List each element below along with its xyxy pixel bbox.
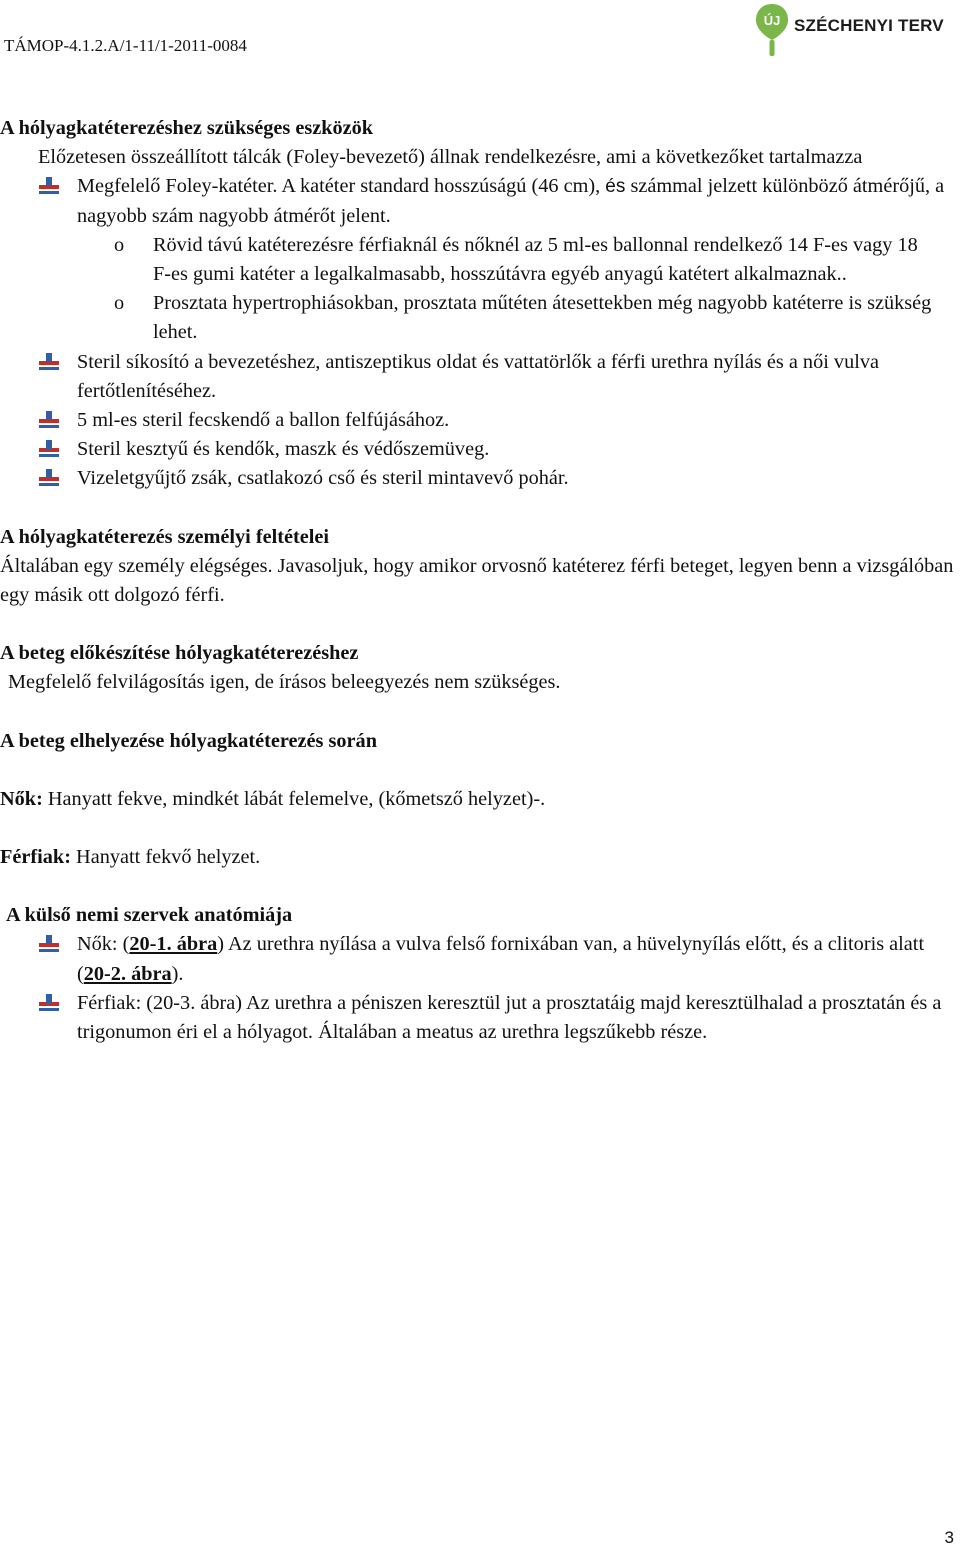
women-position-text: Hanyatt fekve, mindkét lábát felemelve, (kőmetsző helyzet)-. <box>47 787 546 810</box>
sub-list-item <box>0 289 960 347</box>
arrow-bullet-icon <box>38 176 60 198</box>
personnel-text: Általában egy személy elégséges. Javasoljuk, hogy amikor orvosnő katéterez férfi beteget, legyen benn a vizsgálóban egy másik ott dolgozó férfi. <box>0 554 954 607</box>
figure-link[interactable]: 20-2. ábra <box>83 962 172 985</box>
and-word: és <box>605 176 626 198</box>
list-item <box>0 435 960 464</box>
men-position <box>0 843 960 872</box>
section-title-personnel: A hólyagkatéterezés személyi feltételei <box>0 525 330 548</box>
tools-intro: Előzetesen összeállított tálcák (Foley-bevezető) állnak rendelkezésre, ami a következőket tartalmazza <box>38 146 863 169</box>
pin-logo-icon <box>754 2 790 58</box>
preparation-text: Megfelelő felvilágosítás igen, de írásos beleegyezés nem szükséges. <box>8 671 561 694</box>
men-label: Férfiak: <box>0 846 71 869</box>
section-title-preparation: A beteg előkészítése hólyagkatéterezéshez <box>0 642 359 665</box>
men-position-text: Hanyatt fekvő helyzet. <box>76 846 261 869</box>
gloves-text: Steril kesztyű és kendők, maszk és védőszemüveg. <box>77 438 490 461</box>
logo-text: SZÉCHENYI TERV <box>794 16 944 35</box>
women-anatomy-pre: Nők: ( <box>77 933 130 956</box>
short-term-catheter-text: Rövid távú katéterezésre férfiaknál és nőknél az 5 ml-es ballonnal rendelkező 14 F-es vagy 18 F-es gumi katéter a legalkalmasabb, hosszútávra egyéb anyagú katétert alkalmaznak.. <box>153 233 918 286</box>
arrow-bullet-icon <box>38 410 60 432</box>
arrow-bullet-icon <box>38 352 60 374</box>
list-item <box>0 989 960 1047</box>
section-title-tools: A hólyagkatéterezéshez szükséges eszközök <box>0 117 374 139</box>
list-item <box>0 930 960 988</box>
section-title-positioning: A beteg elhelyezése hólyagkatéterezés során <box>0 729 377 752</box>
women-anatomy-mid: ) Az urethra nyílása a vulva felső fornixában van, a hüvelynyílás előtt, és a clitoris alatt ( <box>77 933 925 985</box>
women-anatomy-end: ). <box>171 962 184 985</box>
foley-catheter-text: Megfelelő Foley-katéter. A katéter standard hosszúságú (46 cm), <box>77 175 601 198</box>
szechenyi-logo <box>754 2 954 58</box>
document-body <box>0 114 960 1047</box>
arrow-bullet-icon <box>38 439 60 461</box>
arrow-bullet-icon <box>38 993 60 1015</box>
circle-bullet-icon: o <box>114 292 125 315</box>
lubricant-text: Steril síkosító a bevezetéshez, antiszeptikus oldat és vattatörlők a férfi urethra nyílás és a női vulva fertőtlenítéséhez. <box>77 350 879 402</box>
list-item <box>0 172 960 230</box>
men-anatomy-text: Férfiak: (20-3. ábra) Az urethra a péniszen keresztül jut a prosztatáig majd keresztülhalad a prosztatán és a trigonumon éri el a hólyagot. Általában a meatus az urethra legszűkebb része. <box>77 991 942 1044</box>
circle-bullet-icon: o <box>114 233 125 256</box>
list-item <box>0 406 960 435</box>
women-label: Nők: <box>0 787 43 810</box>
foley-catheter-text-cont: számmal jelzett különböző átmérőjű, a nagyobb szám nagyobb átmérőt jelent. <box>77 175 945 227</box>
arrow-bullet-icon <box>38 934 60 956</box>
project-code: TÁMOP-4.1.2.A/1-11/1-2011-0084 <box>4 36 247 55</box>
syringe-text: 5 ml-es steril fecskendő a ballon felfújásához. <box>77 409 450 432</box>
section-title-anatomy: A külső nemi szervek anatómiája <box>6 904 293 927</box>
sub-list-item <box>0 231 960 289</box>
list-item <box>0 348 960 406</box>
arrow-bullet-icon <box>38 468 60 490</box>
logo-badge: ÚJ <box>763 13 781 28</box>
prostate-text: Prosztata hypertrophiásokban, prosztata műtéten átesettekben még nagyobb katéterre is szükség lehet. <box>153 292 932 344</box>
page-number: 3 <box>944 1528 954 1547</box>
list-item <box>0 464 960 493</box>
women-position <box>0 785 960 814</box>
urine-bag-text: Vizeletgyűjtő zsák, csatlakozó cső és steril mintavevő pohár. <box>77 467 569 490</box>
figure-link[interactable]: 20-1. ábra <box>129 933 218 956</box>
